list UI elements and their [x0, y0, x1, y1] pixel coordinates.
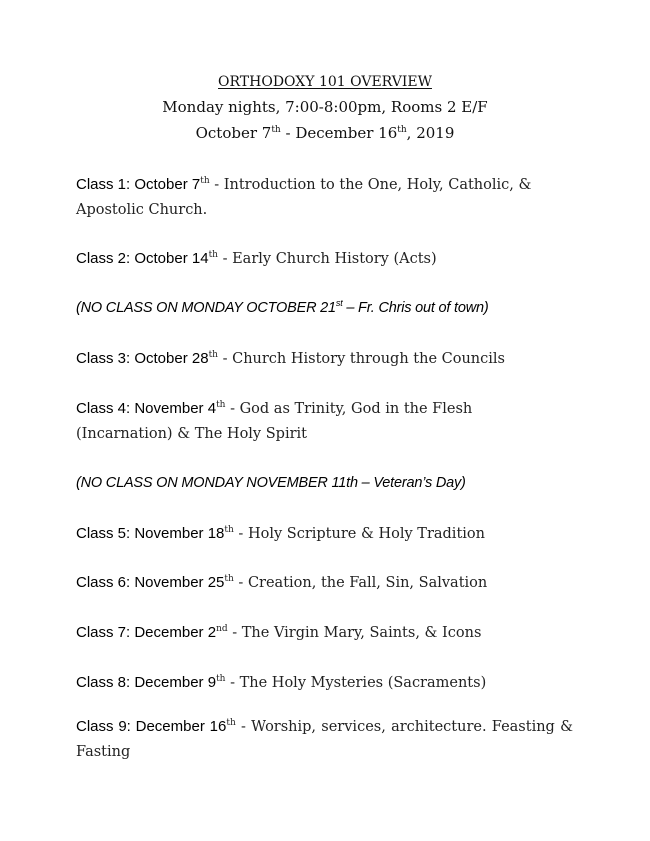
class-date-suffix: th: [208, 350, 218, 361]
class-label: Class 9: December 16: [76, 718, 227, 735]
class-date-suffix: nd: [216, 624, 228, 635]
no-class-note-1: [76, 296, 573, 321]
note-text: (NO CLASS ON MONDAY NOVEMBER 11th – Veteran’s Day): [76, 475, 466, 491]
class-entry-8: [76, 670, 573, 696]
date-range: [0, 124, 650, 142]
note-text-end: – Fr. Chris out of town): [342, 300, 489, 316]
class-description: - Early Church History (Acts): [217, 251, 437, 267]
note-text: (NO CLASS ON MONDAY OCTOBER 21: [76, 300, 336, 316]
date-start-suffix: th: [271, 125, 281, 135]
class-entry-3: [76, 346, 573, 372]
class-label: Class 8: December 9: [76, 674, 217, 691]
class-entry-5: [76, 521, 573, 547]
class-date-suffix: th: [224, 525, 234, 536]
class-description: - Worship, services, architecture. Feasting & Fasting: [76, 719, 573, 760]
class-date-suffix: th: [200, 176, 210, 187]
class-description: - Introduction to the One, Holy, Catholic, & Apostolic Church.: [76, 177, 532, 218]
date-start: October 7: [195, 124, 272, 142]
class-label: Class 4: November 4: [76, 400, 217, 417]
class-description: - The Holy Mysteries (Sacraments): [225, 675, 487, 691]
class-entry-2: [76, 246, 573, 272]
class-description: - Church History through the Councils: [217, 351, 505, 367]
no-class-note-2: [76, 471, 573, 496]
class-label: Class 1: October 7: [76, 176, 201, 193]
date-year: , 2019: [406, 124, 455, 142]
class-entry-1: [76, 172, 573, 223]
class-description: - The Virgin Mary, Saints, & Icons: [227, 625, 482, 641]
class-entry-9: [76, 714, 573, 765]
class-label: Class 3: October 28: [76, 350, 209, 367]
date-end-suffix: th: [397, 125, 407, 135]
class-label: Class 6: November 25: [76, 574, 225, 591]
class-date-suffix: th: [226, 718, 236, 729]
class-date-suffix: th: [224, 574, 234, 585]
class-entry-4: [76, 396, 573, 447]
class-date-suffix: th: [216, 674, 226, 685]
class-description: - Holy Scripture & Holy Tradition: [233, 526, 485, 542]
class-label: Class 7: December 2: [76, 624, 217, 641]
class-entry-7: [76, 620, 573, 646]
document-title: ORTHODOXY 101 OVERVIEW: [218, 74, 432, 90]
schedule-line: Monday nights, 7:00-8:00pm, Rooms 2 E/F: [162, 98, 488, 116]
class-description: - Creation, the Fall, Sin, Salvation: [233, 575, 488, 591]
class-description: - God as Trinity, God in the Flesh (Incarnation) & The Holy Spirit: [76, 401, 473, 442]
class-date-suffix: th: [216, 400, 226, 411]
note-suffix: st: [335, 298, 343, 309]
class-date-suffix: th: [208, 250, 218, 261]
class-entry-6: [76, 570, 573, 596]
class-label: Class 5: November 18: [76, 525, 225, 542]
class-label: Class 2: October 14: [76, 250, 209, 267]
date-end: - December 16: [280, 124, 398, 142]
